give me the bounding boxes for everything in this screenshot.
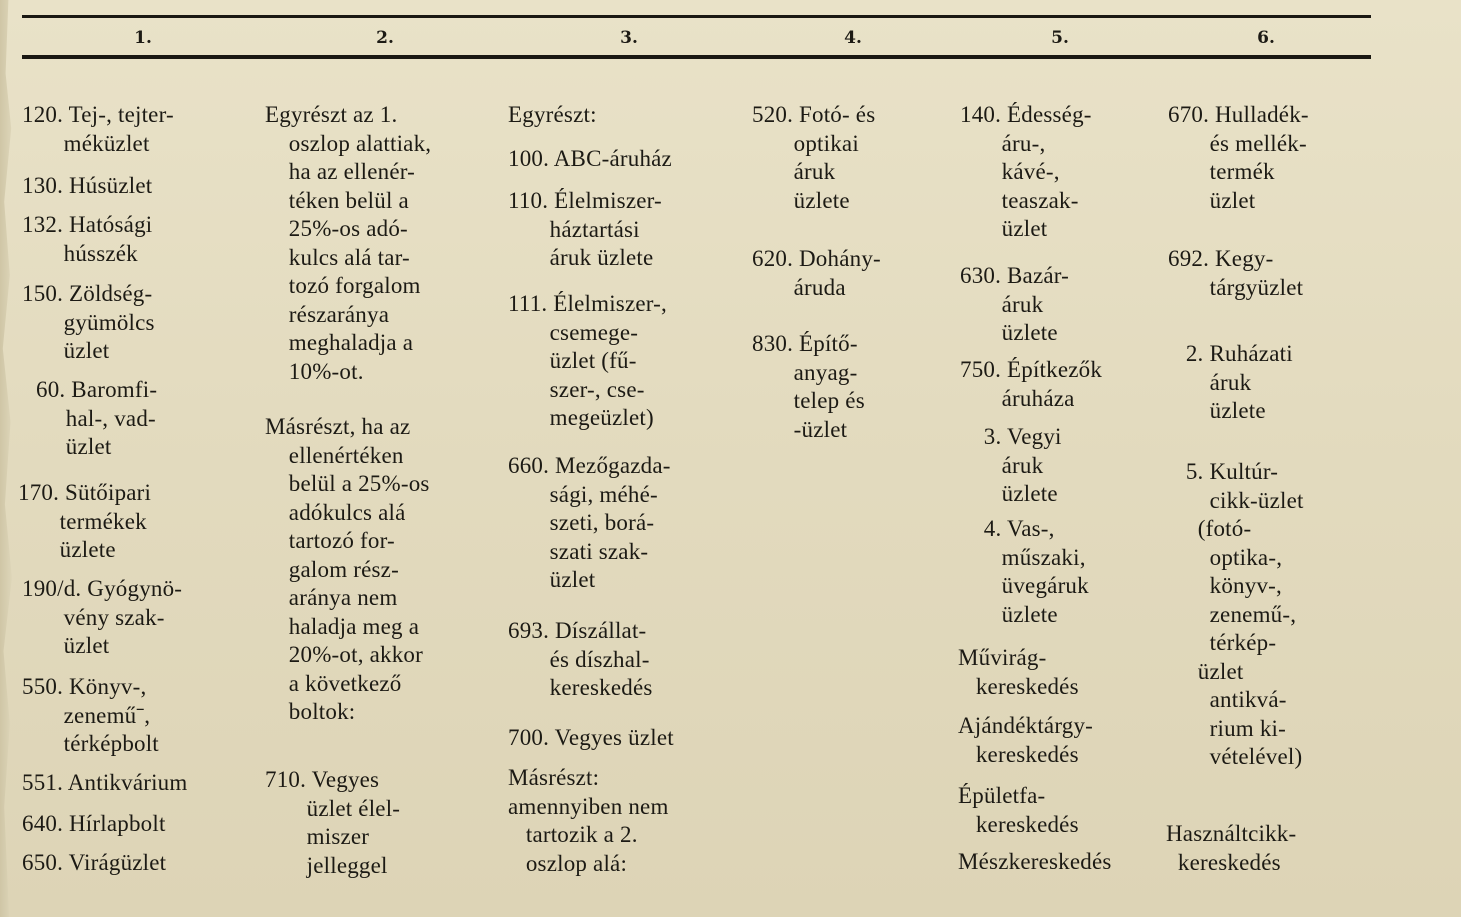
entry-132: 132. Hatósági hússzék bbox=[22, 212, 153, 266]
column-number-2: 2. bbox=[376, 28, 394, 48]
entry-640: 640. Hírlapbolt bbox=[22, 811, 166, 836]
header-rule bbox=[22, 55, 1371, 59]
entry-2: 2. Ruházati áruk üzlete bbox=[1185, 341, 1293, 423]
entry-150: 150. Zöldség- gyümölcs üzlet bbox=[22, 281, 155, 363]
entry-111: 111. Élelmiszer-, csemege- üzlet (fű- szer-, cse- megeüzlet) bbox=[508, 291, 667, 430]
entry-5: 5. Kultúr- cikk-üzlet (fotó- optika-, könyv-, zenemű-, térkép- üzlet antikvá- rium ki- vételével) bbox=[1185, 459, 1304, 769]
ajandektargy-kereskedes: Ajándéktárgy- kereskedés bbox=[958, 713, 1094, 767]
entry-190d: 190/d. Gyógynö- vény szak- üzlet bbox=[22, 576, 183, 658]
entry-520: 520. Fotó- és optikai áruk üzlete bbox=[752, 102, 876, 213]
col2-first-condition: Egyrészt az 1. oszlop alattiak, ha az ellenér- téken belül a 25%-os adó- kulcs alá tar- tozó forgalom részaránya meghaladja a 10%-ot. bbox=[265, 102, 432, 384]
entry-710: 710. Vegyes üzlet élel- miszer jelleggel bbox=[265, 767, 401, 878]
column-number-3: 3. bbox=[620, 28, 638, 48]
entry-3: 3. Vegyi áruk üzlete bbox=[983, 424, 1062, 506]
col3-masreszt: Másrészt: amennyiben nem tartozik a 2. oszlop alá: bbox=[508, 765, 669, 876]
entry-700: 700. Vegyes üzlet bbox=[508, 725, 674, 750]
entry-130: 130. Húsüzlet bbox=[22, 173, 153, 198]
muvirag-kereskedes: Művirág- kereskedés bbox=[958, 645, 1079, 699]
entry-100: 100. ABC-áruház bbox=[508, 146, 672, 171]
entry-551: 551. Antikvárium bbox=[22, 770, 188, 795]
entry-670: 670. Hulladék- és mellék- termék üzlet bbox=[1168, 102, 1309, 213]
column-number-4: 4. bbox=[844, 28, 862, 48]
entry-692: 692. Kegy- tárgyüzlet bbox=[1168, 246, 1304, 300]
entry-660: 660. Mezőgazda- sági, méhé- szeti, borá- szati szak- üzlet bbox=[508, 453, 671, 592]
epuletfa-kereskedes: Épületfa- kereskedés bbox=[958, 783, 1079, 837]
column-number-6: 6. bbox=[1257, 28, 1275, 48]
entry-693: 693. Díszállat- és díszhal- kereskedés bbox=[508, 618, 653, 700]
entry-750: 750. Építkezők áruháza bbox=[960, 357, 1103, 411]
top-rule bbox=[22, 15, 1371, 18]
column-number-1: 1. bbox=[134, 28, 152, 48]
entry-140: 140. Édesség- áru-, kávé-, teaszak- üzlet bbox=[960, 102, 1092, 241]
col3-egyreszt: Egyrészt: bbox=[508, 102, 597, 127]
meszkereskedes: Mészkereskedés bbox=[958, 849, 1112, 874]
entry-4: 4. Vas-, műszaki, üvegáruk üzlete bbox=[983, 516, 1089, 627]
column-number-5: 5. bbox=[1051, 28, 1069, 48]
entry-120: 120. Tej-, tejter- méküzlet bbox=[22, 102, 174, 156]
entry-630: 630. Bazár- áruk üzlete bbox=[960, 263, 1070, 345]
col2-second-condition: Másrészt, ha az ellenértéken belül a 25%-os adókulcs alá tartozó for- galom rész- aránya nem haladja meg a 20%-ot, akkor a következő boltok: bbox=[265, 414, 430, 724]
entry-160: 60. Baromfi- hal-, vad- üzlet bbox=[36, 377, 158, 459]
entry-170: 170. Sütőipari termékek üzlete bbox=[18, 480, 152, 562]
entry-110: 110. Élelmiszer- háztartási áruk üzlete bbox=[508, 188, 662, 270]
entry-650: 650. Virágüzlet bbox=[22, 850, 167, 875]
entry-550: 550. Könyv-, zeneműˉ, térképbolt bbox=[22, 674, 159, 756]
entry-620: 620. Dohány- áruda bbox=[752, 246, 881, 300]
entry-830: 830. Építő- anyag- telep és -üzlet bbox=[752, 331, 865, 442]
hasznaltcikk-kereskedes: Használtcikk- kereskedés bbox=[1166, 821, 1297, 875]
